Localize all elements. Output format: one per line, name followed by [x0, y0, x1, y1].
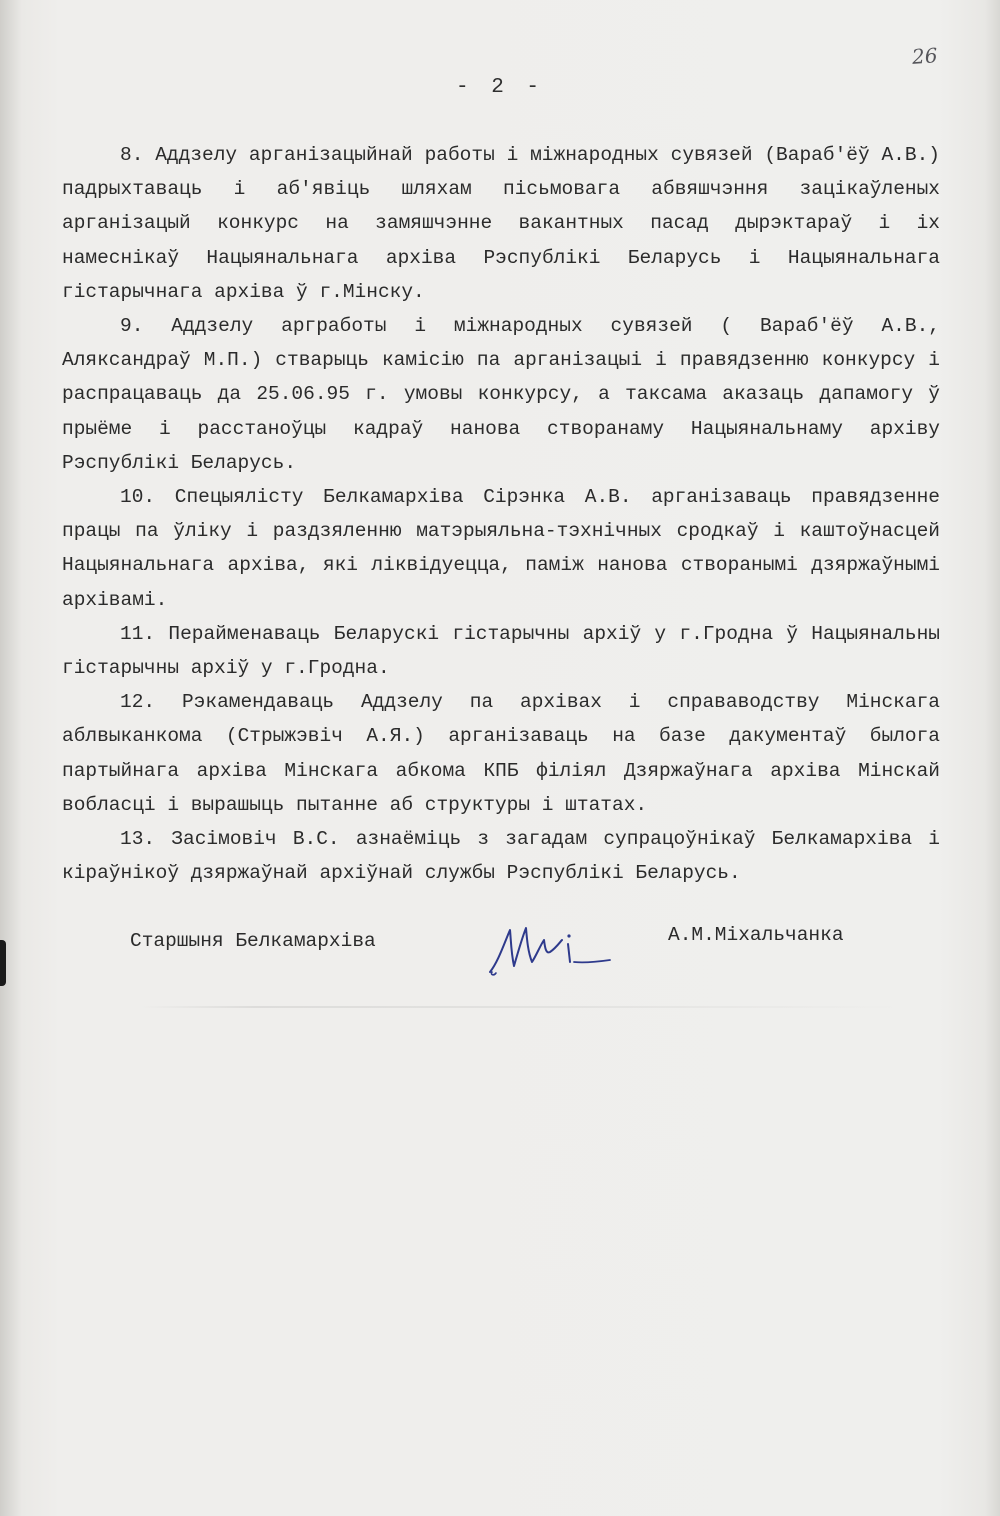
document-body [62, 138, 940, 890]
handwritten-signature [484, 922, 614, 978]
paragraph-item-9: 9. Аддзелу аргработы і міжнародных сувязей ( Вараб'ёў А.В., Аляксандраў М.П.) стварыць камісію па арганізацыі і правядзенню конкурсу і распрацаваць да 25.06.95 г. умовы конкурсу, а таксама аказаць дапамогу ў прыёме і расстаноўцы кадраў нанова створанаму Нацыянальнаму архіву Рэспублікі Беларусь. [62, 315, 940, 474]
signatory-title: Старшыня Белкамархіва [130, 930, 376, 952]
signatory-name: А.М.Міхальчанка [668, 924, 844, 946]
paragraph-item-13: 13. Засімовіч В.С. азнаёміць з загадам супрацоўнікаў Белкамархіва і кіраўнікоў дзяржаўнай архіўнай службы Рэспублікі Беларусь. [62, 828, 940, 885]
paragraph-item-10: 10. Спецыялісту Белкамархіва Сірэнка А.В. арганізаваць правядзенне працы па ўліку і раздзяленню матэрыяльна-тэхнічных сродкаў і каштоўнасцей Нацыянальнага архіва, які ліквідуецца, паміж нанова створанымі дзяржаўнымі архівамі. [62, 486, 940, 611]
signature-block [0, 922, 1000, 982]
paragraph-item-12: 12. Рэкамендаваць Аддзелу па архівах і справаводству Мінскага аблвыканкома (Стрыжэвіч А.Я.) арганізаваць на базе дакументаў былога партыйнага архіва Мінскага абкома КПБ філіял Дзяржаўнага архіва Мінскай вобласці і вырашыць пытанне аб структуры і штатах. [62, 691, 940, 816]
paragraph-item-11: 11. Перайменаваць Беларускі гістарычны архіў у г.Гродна ў Нацыянальны гістарычны архіў у г.Гродна. [62, 622, 940, 680]
bleed-through-line [140, 1006, 900, 1008]
archive-sheet-number: 26 [911, 43, 939, 69]
paragraph-item-8: 8. Аддзелу арганізацыйнай работы і міжнародных сувязей (Вараб'ёў А.В.) падрыхтаваць і аб'явіць шляхам пісьмовага абвяшчэння зацікаўленых арганізацый конкурс на замяшчэнне вакантных пасад дырэктараў і іх намеснікаў Нацыянальнага архіва Рэспублікі Беларусь і Нацыянальнага гістарычнага архіва ў г.Мінску. [62, 144, 940, 303]
page-number: - 2 - [456, 76, 545, 99]
